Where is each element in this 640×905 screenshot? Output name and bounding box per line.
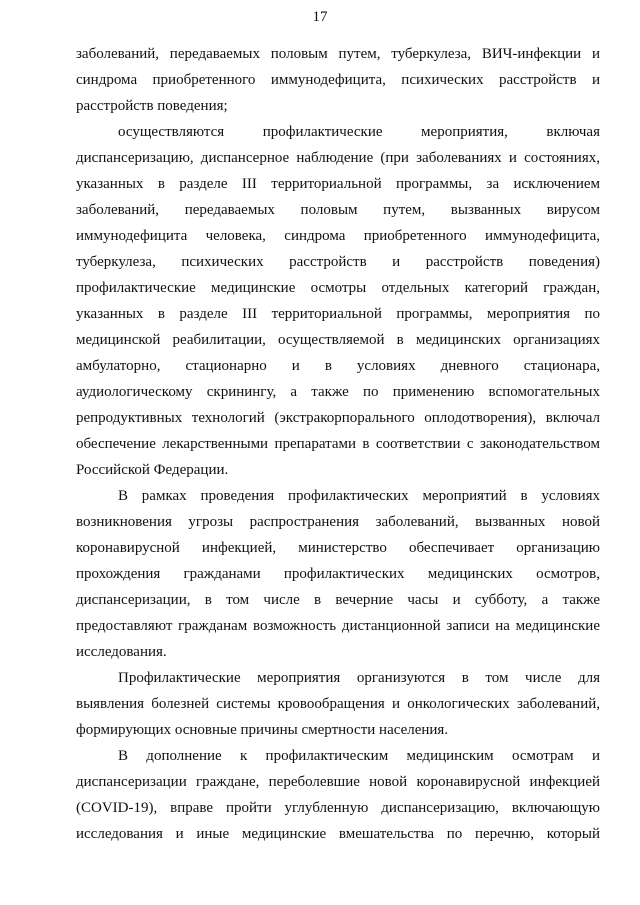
text-line: прохождения гражданами профилактических медицинских осмотров, (76, 566, 600, 582)
text-line: выявления болезней системы кровообращения и онкологических заболеваний, (76, 696, 600, 712)
text-line: возникновения угрозы распространения заболеваний, вызванных новой (76, 514, 600, 530)
text-line: указанных в разделе III территориальной программы, за исключением (76, 176, 600, 192)
page-number: 17 (312, 9, 328, 25)
text-line: Российской Федерации. (76, 462, 229, 478)
text-line: расстройств поведения; (76, 98, 228, 114)
text-line: иммунодефицита человека, синдрома приобретенного иммунодефицита, (76, 228, 600, 244)
text-line: медицинской реабилитации, осуществляемой в медицинских организациях (76, 332, 600, 348)
text-line: диспансеризации, в том числе в вечерние часы и субботу, а также (76, 592, 600, 608)
body-text (76, 41, 600, 847)
text-line: диспансеризацию, диспансерное наблюдение (при заболеваниях и состояниях, (76, 150, 600, 166)
text-line: заболеваний, передаваемых половым путем, туберкулеза, ВИЧ-инфекции и (76, 46, 600, 62)
text-line: коронавирусной инфекцией, министерство обеспечивает организацию (76, 540, 600, 556)
text-line: предоставляют гражданам возможность дистанционной записи на медицинские (76, 618, 600, 634)
text-line: (COVID-19), вправе пройти углубленную диспансеризацию, включающую (76, 800, 600, 816)
text-line: В дополнение к профилактическим медицинским осмотрам и (118, 748, 600, 764)
text-line: амбулаторно, стационарно и в условиях дневного стационара, (76, 358, 600, 374)
text-line: Профилактические мероприятия организуются в том числе для (118, 670, 600, 686)
text-line: диспансеризации граждане, переболевшие новой коронавирусной инфекцией (76, 774, 600, 790)
text-line: обеспечение лекарственными препаратами в соответствии с законодательством (76, 436, 600, 452)
text-line: репродуктивных технологий (экстракорпорального оплодотворения), включал (76, 410, 600, 426)
text-line: исследования и иные медицинские вмешательства по перечню, который (76, 826, 600, 842)
text-line: заболеваний, передаваемых половым путем, вызванных вирусом (76, 202, 600, 218)
text-line: синдрома приобретенного иммунодефицита, психических расстройств и (76, 72, 600, 88)
text-line: В рамках проведения профилактических мероприятий в условиях (118, 488, 600, 504)
text-line: аудиологическому скринингу, а также по применению вспомогательных (76, 384, 600, 400)
text-line: осуществляются профилактические мероприятия, включая (118, 124, 600, 140)
text-line: формирующих основные причины смертности населения. (76, 722, 449, 738)
text-line: указанных в разделе III территориальной программы, мероприятия по (76, 306, 600, 322)
text-line: туберкулеза, психических расстройств и расстройств поведения) (76, 254, 600, 270)
text-line: исследования. (76, 644, 167, 660)
text-line: профилактические медицинские осмотры отдельных категорий граждан, (76, 280, 600, 296)
